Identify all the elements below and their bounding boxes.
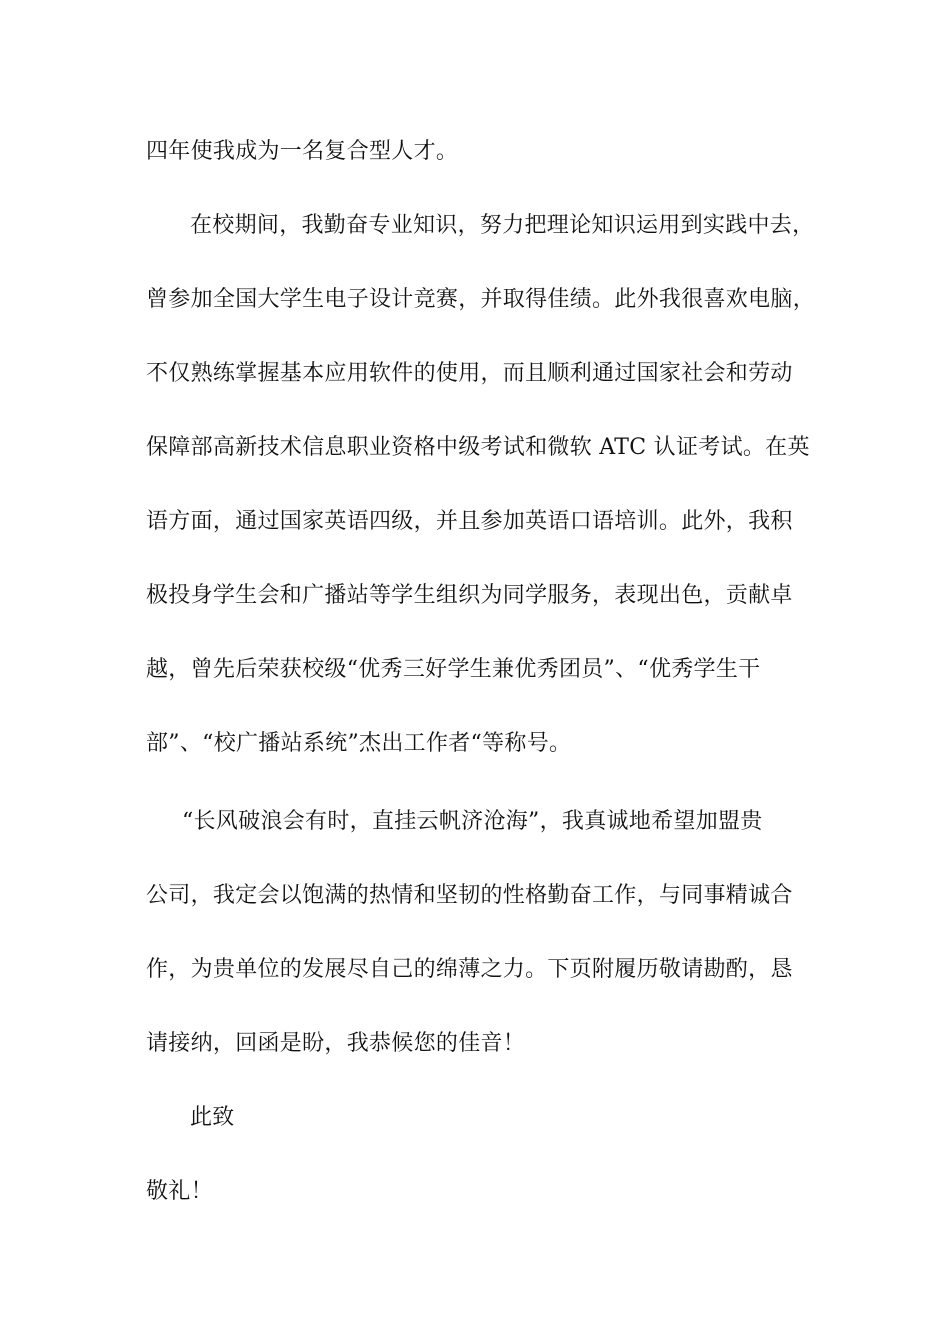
closing-salutation: 此致	[190, 1105, 235, 1130]
text-line: 曾参加全国大学生电子设计竞赛，并取得佳绩。此外我很喜欢电脑，	[146, 287, 816, 312]
paragraph-start: “长风破浪会有时，直挂云帆济沧海”，我真诚地希望加盟贵	[182, 809, 763, 834]
text-line: 越，曾先后荣获校级“优秀三好学生兼优秀团员”、“优秀学生干	[146, 657, 761, 682]
text-line: 极投身学生会和广播站等学生组织为同学服务，表现出色，贡献卓	[146, 583, 793, 608]
text-line: 作，为贵单位的发展尽自己的绵薄之力。下页附履历敬请勘酌，恳	[146, 957, 793, 982]
text-line: 四年使我成为一名复合型人才。	[146, 139, 459, 164]
paragraph-start: 在校期间，我勤奋专业知识，努力把理论知识运用到实践中去，	[190, 213, 815, 238]
text-line: 公司，我定会以饱满的热情和坚韧的性格勤奋工作，与同事精诚合	[146, 883, 793, 908]
text-line: 不仅熟练掌握基本应用软件的使用，而且顺利通过国家社会和劳动	[146, 361, 793, 386]
text-line: 保障部高新技术信息职业资格中级考试和微软 ATC 认证考试。在英	[146, 435, 810, 460]
closing-regards: 敬礼！	[146, 1179, 213, 1204]
text-line: 部”、“校广播站系统”杰出工作者“等称号。	[146, 731, 572, 756]
text-line: 请接纳，回函是盼，我恭候您的佳音！	[146, 1031, 526, 1056]
text-line: 语方面，通过国家英语四级，并且参加英语口语培训。此外，我积	[146, 509, 793, 534]
